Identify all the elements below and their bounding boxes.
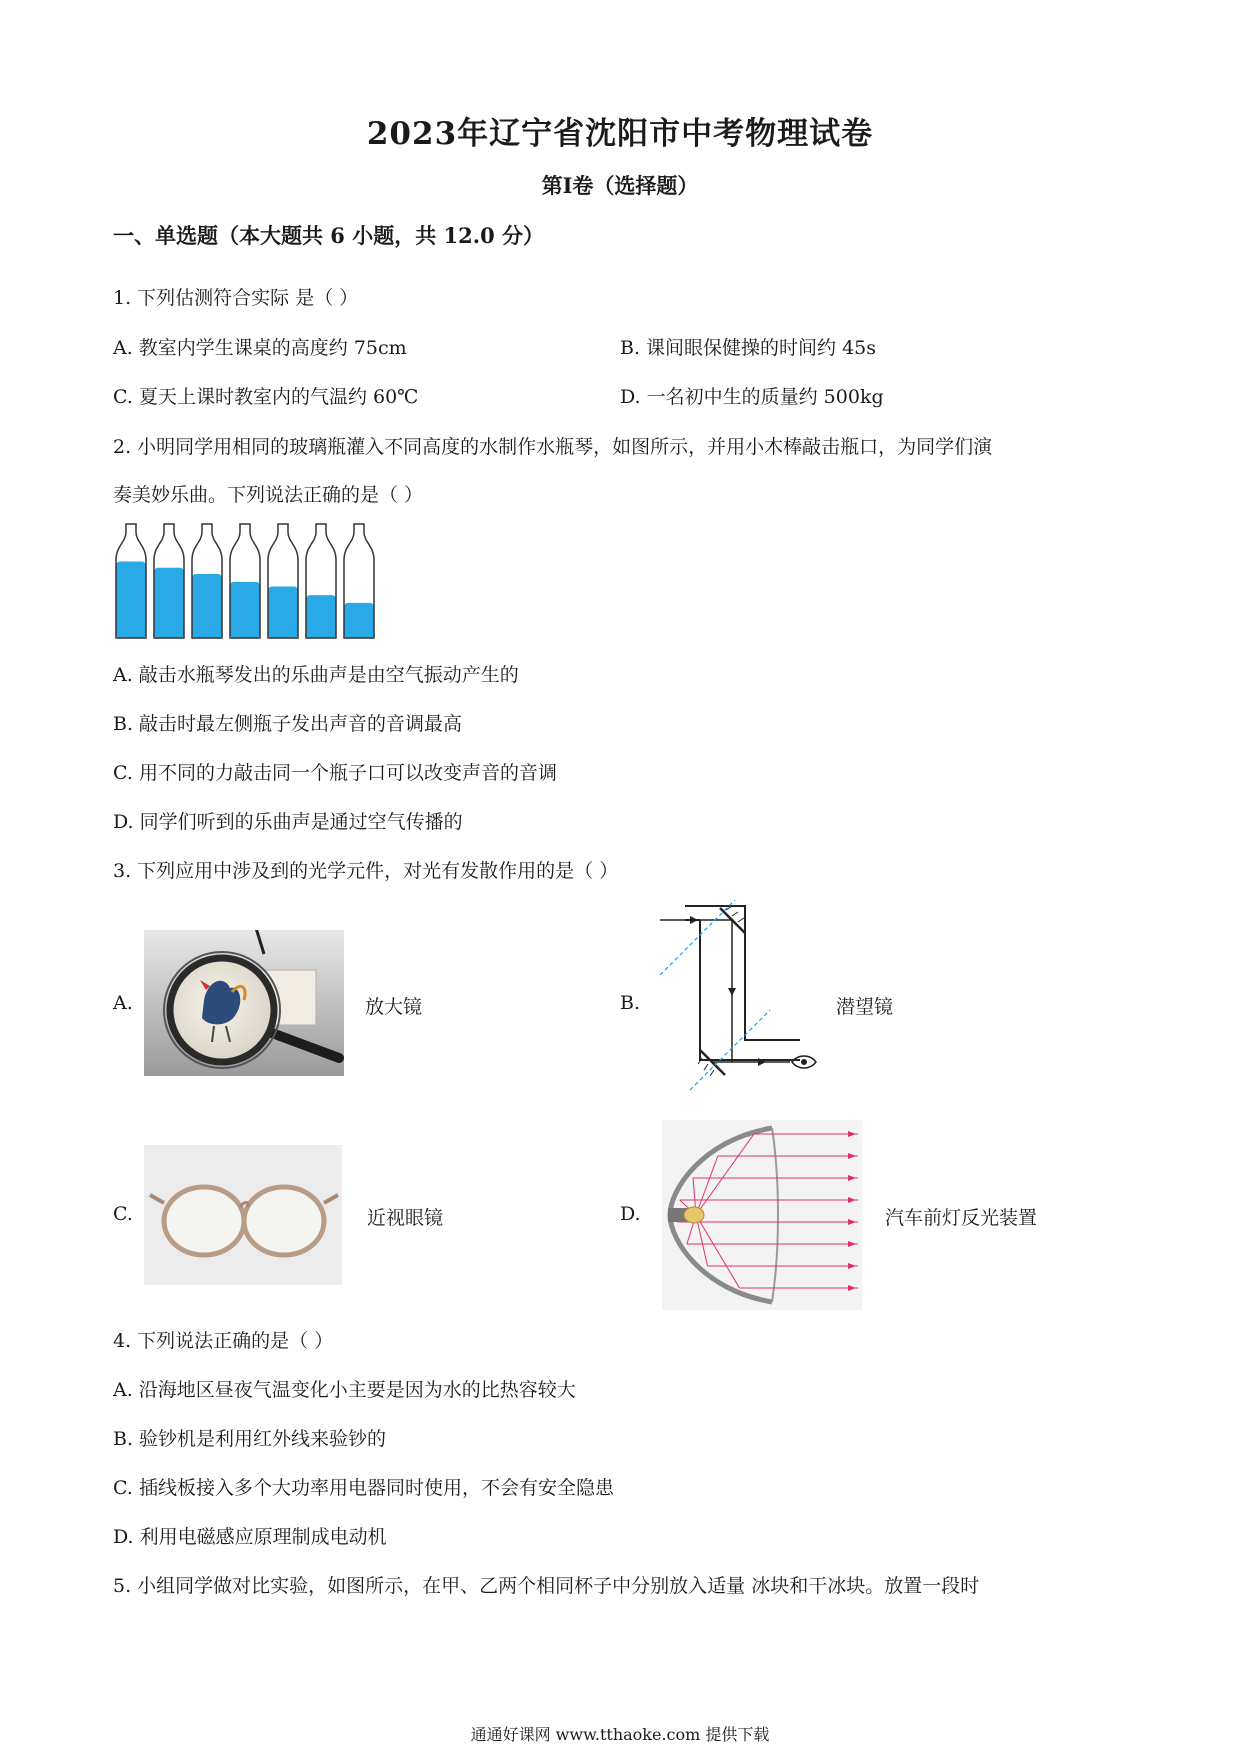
water-level-1 xyxy=(116,562,146,638)
water-level-7 xyxy=(344,603,374,638)
magnifying-glass-photo xyxy=(144,930,344,1076)
q3-option-b-label: 潜望镜 xyxy=(836,996,894,1018)
water-bottle-5 xyxy=(268,524,298,638)
q3-option-a-label: 放大镜 xyxy=(365,996,423,1018)
water-bottle-6 xyxy=(306,524,336,638)
q1-option-c: C. 夏天上课时教室内的气温约 60℃ xyxy=(113,386,419,408)
q5-stem: 5. 小组同学做对比实验，如图所示，在甲、乙两个相同杯子中分别放入适量 冰块和干冰块。放置一段时 xyxy=(113,1575,980,1597)
q1-option-a: A. 教室内学生课桌的高度约 75cm xyxy=(113,337,407,359)
water-level-4 xyxy=(230,582,260,638)
periscope-diagram xyxy=(640,900,820,1100)
q2-stem-line1: 2. 小明同学用相同的玻璃瓶灌入不同高度的水制作水瓶琴，如图所示，并用小木棒敲击瓶口，为同学们演 xyxy=(113,436,993,458)
q3-option-a-letter: A. xyxy=(113,992,133,1014)
page-subtitle: 第Ⅰ卷（选择题） xyxy=(541,173,699,198)
water-bottle-7 xyxy=(344,524,374,638)
q2-option-a: A. 敲击水瓶琴发出的乐曲声是由空气振动产生的 xyxy=(113,664,519,686)
headlight-reflector-diagram xyxy=(662,1120,862,1310)
q3-option-c-letter: C. xyxy=(113,1203,133,1225)
q2-stem-line2: 奏美妙乐曲。下列说法正确的是（ ） xyxy=(113,484,424,506)
q3-stem: 3. 下列应用中涉及到的光学元件，对光有发散作用的是（ ） xyxy=(113,860,619,882)
page-footer: 通通好课网 www.tthaoke.com 提供下载 xyxy=(470,1725,770,1744)
q3-option-d-letter: D. xyxy=(620,1203,641,1225)
water-level-2 xyxy=(154,568,184,638)
q4-option-b: B. 验钞机是利用红外线来验钞的 xyxy=(113,1428,387,1450)
water-level-5 xyxy=(268,587,298,638)
q2-option-b: B. 敲击时最左侧瓶子发出声音的音调最高 xyxy=(113,713,463,735)
water-level-3 xyxy=(192,574,222,638)
water-bottles-figure xyxy=(112,520,382,642)
q4-option-c: C. 插线板接入多个大功率用电器同时使用，不会有安全隐患 xyxy=(113,1477,614,1499)
water-bottle-1 xyxy=(116,524,146,638)
q1-option-d: D. 一名初中生的质量约 500kg xyxy=(620,386,884,408)
q1-stem: 1. 下列估测符合实际 是（ ） xyxy=(113,287,359,309)
q3-option-d-label: 汽车前灯反光装置 xyxy=(885,1207,1038,1229)
q1-option-b: B. 课间眼保健操的时间约 45s xyxy=(620,337,877,359)
water-level-6 xyxy=(306,595,336,638)
water-bottle-4 xyxy=(230,524,260,638)
q3-option-c-label: 近视眼镜 xyxy=(367,1207,444,1229)
section-heading: 一、单选题（本大题共 6 小题，共 12.0 分） xyxy=(113,223,545,248)
page-title: 2023年辽宁省沈阳市中考物理试卷 xyxy=(366,116,874,152)
q4-option-d: D. 利用电磁感应原理制成电动机 xyxy=(113,1526,387,1548)
q2-option-c: C. 用不同的力敲击同一个瓶子口可以改变声音的音调 xyxy=(113,762,557,784)
myopia-glasses-photo xyxy=(144,1145,342,1285)
periscope-normal-bottom xyxy=(690,1010,770,1090)
q4-option-a: A. 沿海地区昼夜气温变化小主要是因为水的比热容较大 xyxy=(113,1379,576,1401)
water-bottle-2 xyxy=(154,524,184,638)
q2-option-d: D. 同学们听到的乐曲声是通过空气传播的 xyxy=(113,811,463,833)
q4-stem: 4. 下列说法正确的是（ ） xyxy=(113,1330,334,1352)
water-bottle-3 xyxy=(192,524,222,638)
q3-option-b-letter: B. xyxy=(620,992,641,1014)
